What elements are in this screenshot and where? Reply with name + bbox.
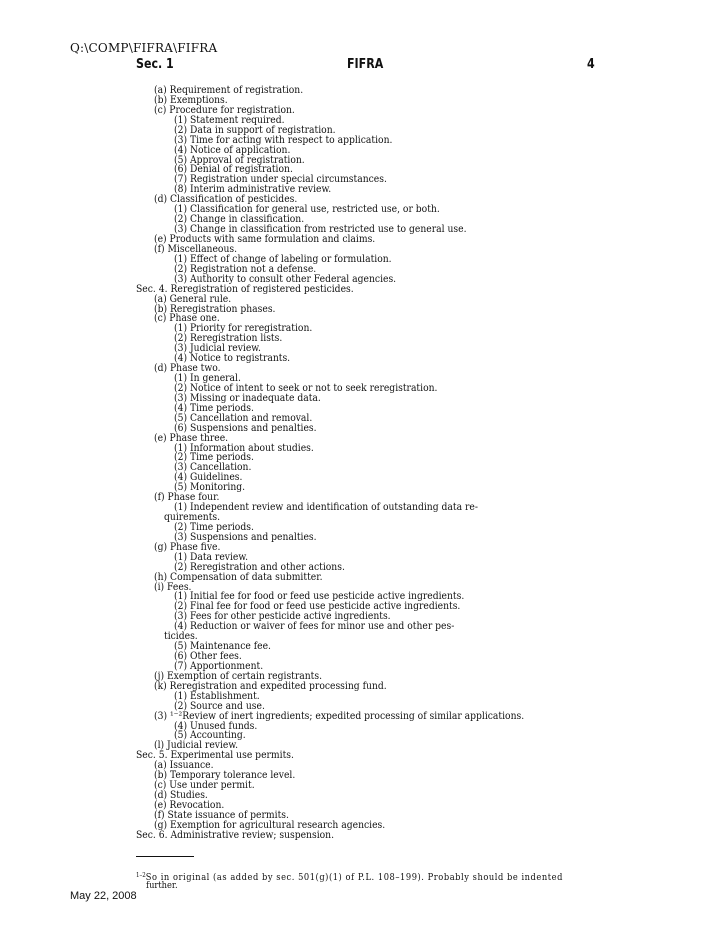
toc-line: (5) Accounting.	[174, 730, 246, 742]
toc-line: (3) Missing or inadequate data.	[174, 392, 321, 404]
toc-line: (5) Maintenance fee.	[174, 641, 271, 653]
toc-line: (4) Reduction or waiver of fees for minor use and other pes-	[174, 621, 455, 633]
toc-line: (7) Registration under special circumstances.	[174, 174, 387, 186]
toc-line: (1) Information about studies.	[174, 442, 314, 454]
footnote-marker: 1–2	[136, 872, 146, 879]
toc-line: (4) Unused funds.	[174, 720, 258, 732]
toc-line: (2) Final fee for food or feed use pesticide active ingredients.	[174, 601, 461, 613]
toc-line: (k) Reregistration and expedited processing fund.	[154, 680, 387, 692]
toc-line: (2) Source and use.	[174, 700, 265, 712]
toc-line: (1) Data review.	[174, 551, 249, 563]
toc-line: (3) Suspensions and penalties.	[174, 531, 317, 543]
footnote-text: So in original (as added by sec. 501(g)(1) of P.L. 108–199). Probably should be indented	[145, 873, 563, 883]
toc-line: (d) Studies.	[154, 790, 208, 801]
toc-line: (f) Miscellaneous.	[154, 243, 238, 255]
toc-line: (b) Temporary tolerance level.	[154, 770, 296, 782]
toc-line: (2) Reregistration and other actions.	[174, 561, 345, 573]
toc-line: (3) Fees for other pesticide active ingredients.	[174, 611, 391, 623]
toc-line: (3) Change in classification from restricted use to general use.	[174, 224, 467, 235]
toc-line: (c) Use under permit.	[154, 780, 255, 792]
toc-line: (4) Guidelines.	[174, 472, 243, 484]
toc-line: (6) Suspensions and penalties.	[174, 422, 317, 434]
toc-line: Sec. 4. Reregistration of registered pesticides.	[136, 283, 354, 295]
toc-line: (i) Fees.	[154, 581, 192, 593]
toc-line: (2) Time periods.	[174, 452, 254, 464]
toc-line: (g) Phase five.	[154, 541, 221, 553]
running-head-section: Sec. 1	[136, 57, 174, 72]
toc-line: (3) Authority to consult other Federal agencies.	[174, 273, 397, 285]
toc-line: (8) Interim administrative review.	[174, 184, 332, 196]
toc-line: (c) Phase one.	[154, 313, 220, 325]
toc-line: (h) Compensation of data submitter.	[154, 571, 323, 583]
toc-line: (3) ¹⁻²Review of inert ingredients; expedited processing of similar applications.	[154, 710, 525, 722]
toc-line: (2) Reregistration lists.	[174, 333, 283, 345]
toc-line: (1) Establishment.	[174, 690, 260, 702]
toc-line: (f) Phase four.	[154, 492, 220, 504]
toc-line: (g) Exemption for agricultural research agencies.	[154, 819, 386, 831]
toc-line: (2) Time periods.	[174, 521, 254, 533]
toc-line: (f) State issuance of permits.	[154, 809, 289, 821]
toc-line: (1) Initial fee for food or feed use pesticide active ingredients.	[174, 591, 465, 603]
toc-line: (4) Notice of application.	[174, 144, 291, 156]
toc-line: (6) Denial of registration.	[174, 164, 293, 176]
footnote-rule	[136, 856, 194, 857]
toc-line: (5) Monitoring.	[174, 482, 246, 494]
toc-line: (1) Effect of change of labeling or formulation.	[174, 253, 392, 265]
toc-line: (2) Data in support of registration.	[174, 124, 336, 136]
toc-line: ticides.	[164, 631, 198, 643]
toc-line: Sec. 5. Experimental use permits.	[136, 750, 294, 762]
toc-line: (b) Reregistration phases.	[154, 303, 276, 315]
toc-line: (a) Issuance.	[154, 760, 214, 772]
toc-line: Sec. 6. Administrative review; suspension.	[136, 829, 335, 841]
toc-line: (4) Time periods.	[174, 402, 254, 414]
toc-line: (6) Other fees.	[174, 651, 242, 662]
toc-line: (1) In general.	[174, 373, 241, 384]
toc-line: (e) Revocation.	[154, 800, 225, 811]
page-number: 4	[587, 57, 595, 72]
toc-line: (3) Time for acting with respect to application.	[174, 134, 393, 146]
footnote-line-2: further.	[146, 881, 178, 891]
toc-line: (3) Cancellation.	[174, 462, 252, 474]
toc-line: (l) Judicial review.	[154, 740, 239, 752]
toc-line: (a) Requirement of registration.	[154, 85, 304, 96]
toc-line: (5) Approval of registration.	[174, 154, 305, 166]
toc-line: (3) Judicial review.	[174, 343, 261, 355]
toc-line: (2) Change in classification.	[174, 214, 305, 226]
toc-line: (2) Registration not a defense.	[174, 263, 317, 275]
toc-line: (7) Apportionment.	[174, 660, 264, 672]
toc-line: (d) Classification of pesticides.	[154, 194, 298, 206]
toc-line: (1) Independent review and identification of outstanding data re-	[174, 502, 478, 514]
toc-line: (4) Notice to registrants.	[174, 353, 291, 365]
toc-line: (b) Exemptions.	[154, 94, 228, 106]
running-head-title: FIFRA	[347, 57, 384, 72]
toc-line: (1) Statement required.	[174, 114, 285, 126]
toc-line: (a) General rule.	[154, 293, 232, 305]
toc-line: (1) Classification for general use, restricted use, or both.	[174, 204, 440, 216]
toc-line: (2) Notice of intent to seek or not to seek reregistration.	[174, 382, 438, 394]
toc-line: (d) Phase two.	[154, 363, 221, 374]
footnote-line-1	[136, 871, 563, 883]
toc-line: (j) Exemption of certain registrants.	[154, 670, 323, 682]
toc-line: (1) Priority for reregistration.	[174, 323, 313, 335]
footer-date: May 22, 2008	[70, 890, 137, 902]
file-path: Q:\COMP\FIFRA\FIFRA	[70, 41, 218, 55]
toc-line: (e) Products with same formulation and claims.	[154, 233, 376, 245]
toc-line: quirements.	[164, 512, 221, 523]
toc-line: (c) Procedure for registration.	[154, 104, 295, 116]
toc-line: (5) Cancellation and removal.	[174, 412, 313, 424]
toc-line: (e) Phase three.	[154, 432, 229, 444]
